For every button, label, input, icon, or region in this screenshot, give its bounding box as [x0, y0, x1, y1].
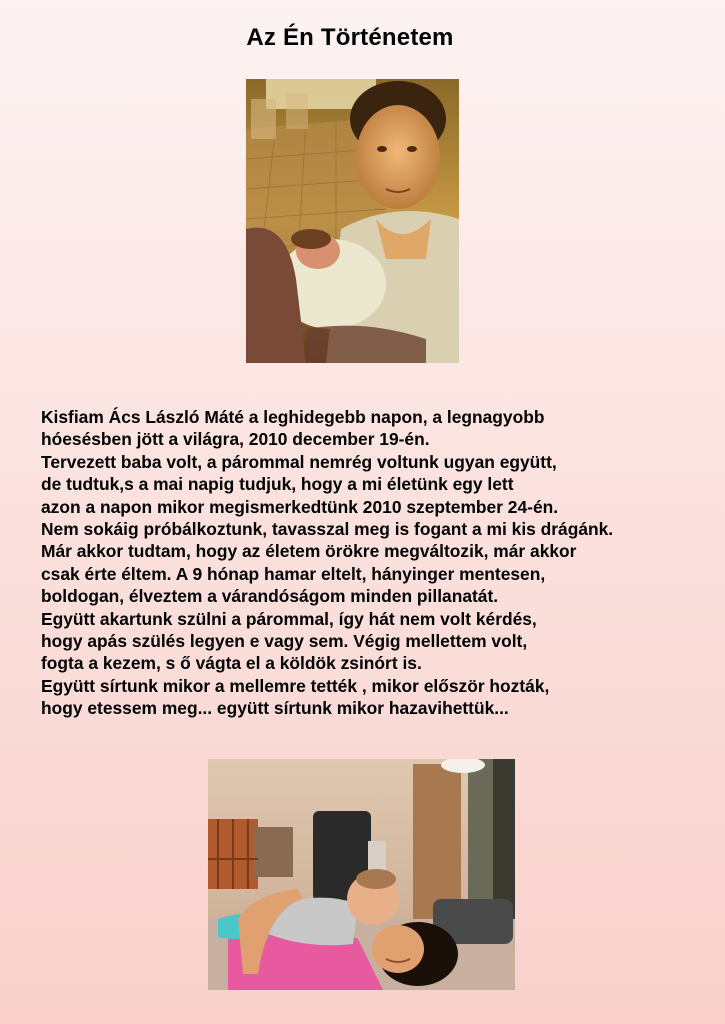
story-line: csak érte éltem. A 9 hónap hamar eltelt, hányinger mentesen, [41, 563, 546, 584]
mother-with-newborn-photo [246, 79, 459, 363]
story-line: hogy etessem meg... együtt sírtunk mikor hazavihettük... [41, 698, 509, 719]
story-line: Tervezett baba volt, a párommal nemrég voltunk ugyan együtt, [41, 451, 557, 472]
mother-with-baby-photo [208, 759, 515, 990]
story-line: boldogan, élveztem a várandóságom minden pillanatát. [41, 586, 499, 607]
story-line: fogta a kezem, s ő vágta el a köldök zsinórt is. [41, 653, 422, 674]
story-line: Kisfiam Ács László Máté a leghidegebb napon, a legnagyobb [41, 407, 545, 427]
story-line: Nem sokáig próbálkoztunk, tavasszal meg is fogant a mi kis drágánk. [41, 519, 614, 540]
story-line: hóesésben jött a világra, 2010 december 19-én. [41, 429, 430, 450]
story-text [41, 406, 711, 720]
mother-with-baby-image [208, 759, 515, 990]
story-line: Együtt akartunk szülni a párommal, így hát nem volt kérdés, [41, 608, 537, 629]
story-line: de tudtuk,s a mai napig tudjuk, hogy a mi életünk egy lett [41, 474, 514, 495]
mother-with-newborn-image [246, 79, 459, 363]
story-line: Együtt sírtunk mikor a mellemre tették , mikor először hozták, [41, 675, 550, 696]
page-title: Az Én Történetem [246, 24, 454, 51]
story-line: Már akkor tudtam, hogy az életem örökre megváltozik, már akkor [41, 541, 577, 562]
story-line: azon a napon mikor megismerkedtünk 2010 szeptember 24-én. [41, 496, 559, 517]
story-line: hogy apás szülés legyen e vagy sem. Végig mellettem volt, [41, 631, 528, 652]
